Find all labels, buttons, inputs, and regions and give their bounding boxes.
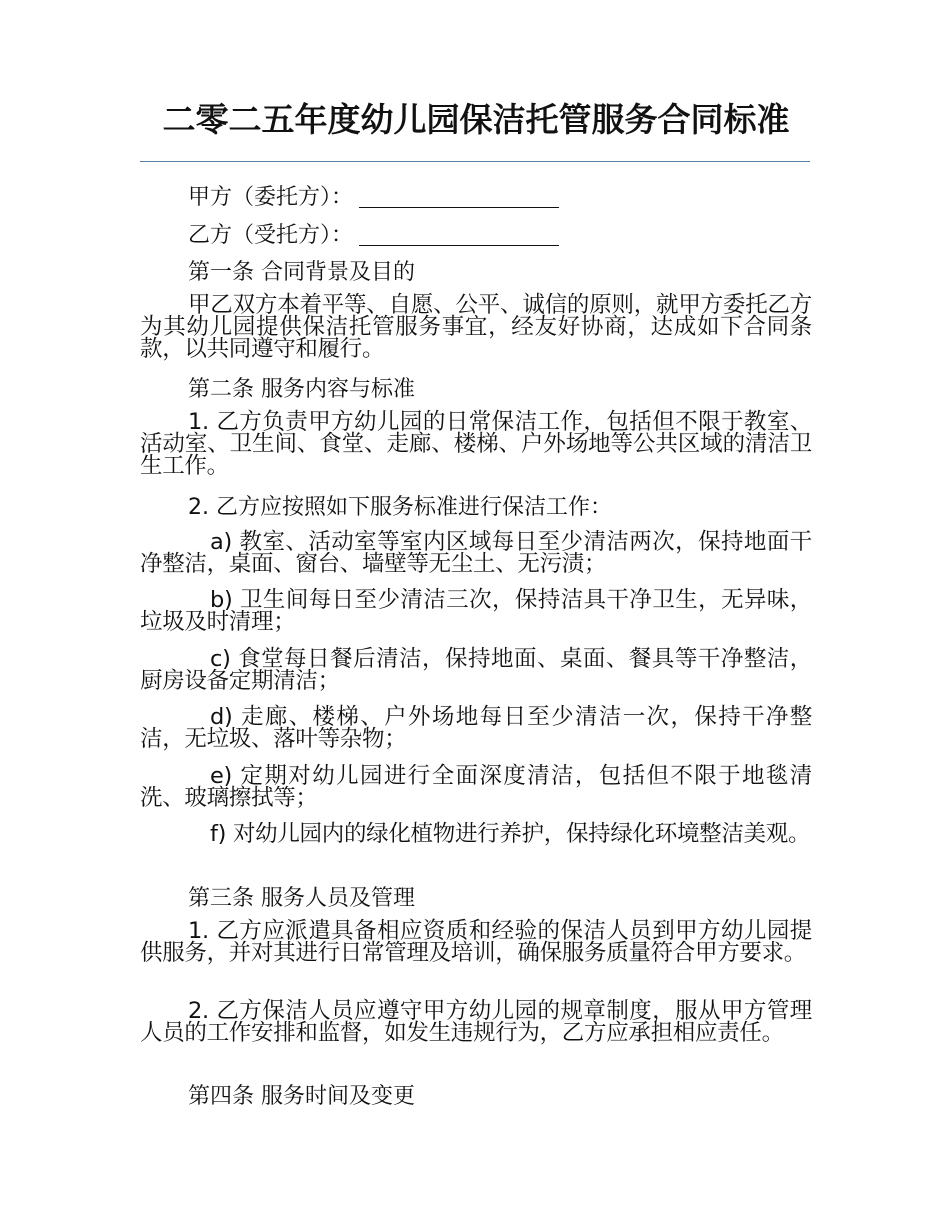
party-b-line — [140, 218, 860, 249]
article2-item-e: e) 定期对幼儿园进行全面深度清洁，包括但不限于地毯清洗、玻璃擦拭等； — [140, 763, 812, 811]
document-title: 二零二五年度幼儿园保洁托管服务合同标准 — [162, 100, 790, 139]
article1-text: 甲乙双方本着平等、自愿、公平、诚信的原则，就甲方委托乙方为其幼儿园提供保洁托管服务事宜，经友好协商，达成如下合同条款，以共同遵守和履行。 — [140, 292, 812, 362]
title-underline — [140, 161, 810, 162]
article4-heading: 第四条 服务时间及变更 — [188, 1084, 415, 1109]
article3-item1: 1. 乙方应派遣具备相应资质和经验的保洁人员到甲方幼儿园提供服务，并对其进行日常管理及培训，确保服务质量符合甲方要求。 — [140, 918, 812, 966]
article2-item2: 2. 乙方应按照如下服务标准进行保洁工作： — [188, 495, 612, 520]
article2-item-d: d) 走廊、楼梯、户外场地每日至少清洁一次，保持干净整洁，无垃圾、落叶等杂物； — [140, 704, 812, 752]
party-b-blank[interactable] — [359, 225, 559, 246]
article2-item-c: c) 食堂每日餐后清洁，保持地面、桌面、餐具等干净整洁，厨房设备定期清洁； — [140, 646, 812, 694]
article2-item-a: a) 教室、活动室等室内区域每日至少清洁两次，保持地面干净整洁，桌面、窗台、墙壁等无尘土、无污渍； — [140, 529, 812, 577]
party-a-line — [140, 180, 860, 211]
article3-item2: 2. 乙方保洁人员应遵守甲方幼儿园的规章制度，服从甲方管理人员的工作安排和监督，如发生违规行为，乙方应承担相应责任。 — [140, 998, 812, 1046]
article1-heading: 第一条 合同背景及目的 — [188, 260, 415, 285]
article2-item-f: f) 对幼儿园内的绿化植物进行养护，保持绿化环境整洁美观。 — [210, 821, 811, 847]
article2-item1: 1. 乙方负责甲方幼儿园的日常保洁工作，包括但不限于教室、活动室、卫生间、食堂、走廊、楼梯、户外场地等公共区域的清洁卫生工作。 — [140, 409, 812, 479]
party-a-blank[interactable] — [359, 187, 559, 208]
article2-heading: 第二条 服务内容与标准 — [188, 377, 415, 402]
article2-item-b: b) 卫生间每日至少清洁三次，保持洁具干净卫生，无异味，垃圾及时清理； — [140, 587, 812, 635]
party-a-label: 甲方（委托方）： — [188, 185, 354, 210]
party-b-label: 乙方（受托方）： — [188, 223, 354, 248]
article3-heading: 第三条 服务人员及管理 — [188, 886, 415, 911]
